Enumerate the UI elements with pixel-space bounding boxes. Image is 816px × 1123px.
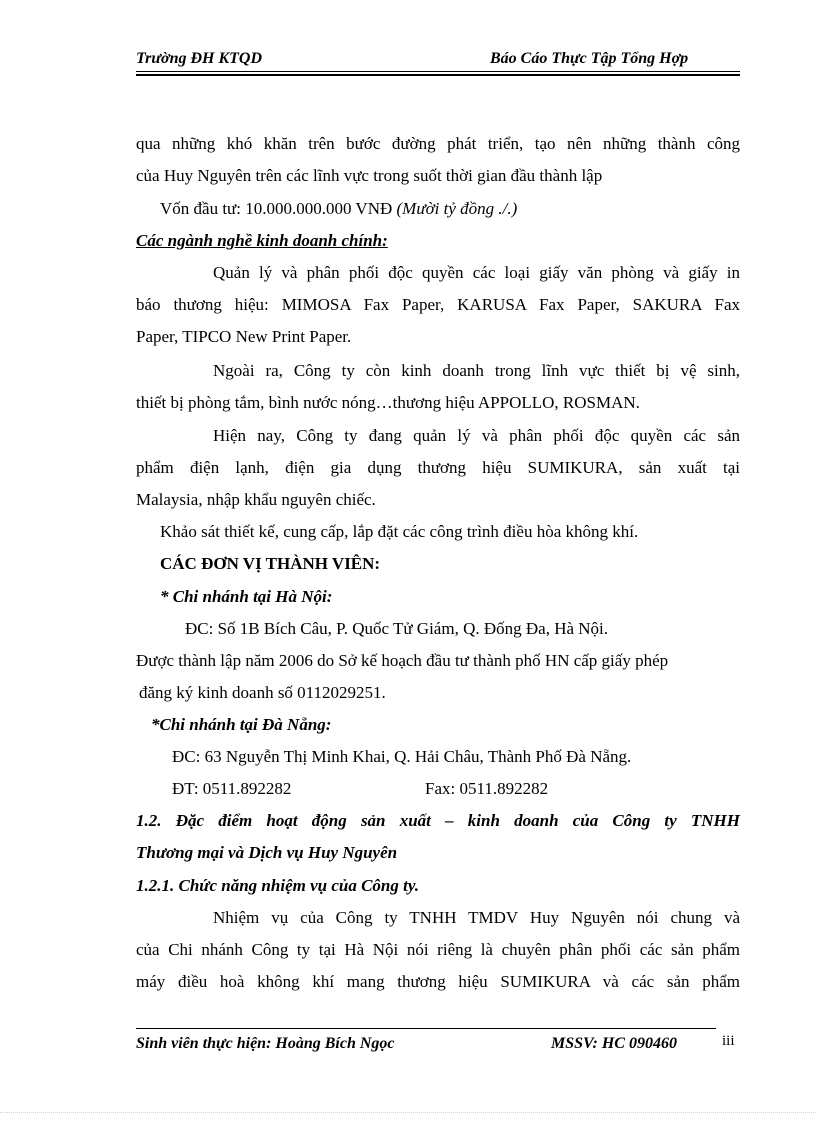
page-boundary-line bbox=[0, 1112, 816, 1113]
paragraph-2-line-3: Paper, TIPCO New Print Paper. bbox=[136, 327, 352, 346]
paragraph-6-line-1: Nhiệm vụ của Công ty TNHH TMDV Huy Nguyên nói chung và bbox=[213, 908, 740, 927]
capital-label: Vốn đầu tư: 10.000.000.000 VNĐ bbox=[160, 199, 393, 218]
branch-danang-fax: Fax: 0511.892282 bbox=[425, 779, 549, 798]
section-business-heading: Các ngành nghề kinh doanh chính: bbox=[136, 231, 388, 250]
footer-rule bbox=[136, 1028, 716, 1029]
paragraph-2-line-2: báo thương hiệu: MIMOSA Fax Paper, KARUSA Fax Paper, SAKURA Fax bbox=[136, 295, 740, 314]
paragraph-6-line-2: của Chi nhánh Công ty tại Hà Nội nói riêng là chuyên phân phối các sản phẩm bbox=[136, 940, 740, 959]
paragraph-5: Khảo sát thiết kế, cung cấp, lắp đặt các công trình điều hòa không khí. bbox=[160, 522, 639, 541]
section-1-2-1-heading: 1.2.1. Chức năng nhiệm vụ của Công ty. bbox=[136, 876, 420, 895]
header-rule-top bbox=[136, 71, 740, 72]
header-report-title: Báo Cáo Thực Tập Tổng Hợp bbox=[490, 50, 689, 67]
branch-danang-phone: ĐT: 0511.892282 bbox=[172, 779, 292, 798]
branch-danang-title: *Chi nhánh tại Đà Nẵng: bbox=[151, 715, 332, 734]
paragraph-4-line-3: Malaysia, nhập khẩu nguyên chiếc. bbox=[136, 490, 376, 509]
branch-hanoi-title: * Chi nhánh tại Hà Nội: bbox=[160, 587, 333, 606]
paragraph-1-line-1: qua những khó khăn trên bước đường phát triển, tạo nên những thành công bbox=[136, 134, 740, 153]
paragraph-2-line-1: Quản lý và phân phối độc quyền các loại giấy văn phòng và giấy in bbox=[213, 263, 740, 282]
branch-hanoi-license-line-1: Được thành lập năm 2006 do Sở kế hoạch đầu tư thành phố HN cấp giấy phép bbox=[136, 651, 669, 670]
capital-line bbox=[160, 199, 517, 219]
branch-hanoi-address: ĐC: Số 1B Bích Câu, P. Quốc Tử Giám, Q. Đống Đa, Hà Nội. bbox=[185, 619, 609, 638]
paragraph-4-line-1: Hiện nay, Công ty đang quản lý và phân phối độc quyền các sản bbox=[213, 426, 740, 445]
members-heading: CÁC ĐƠN VỊ THÀNH VIÊN: bbox=[160, 554, 381, 573]
paragraph-3-line-1: Ngoài ra, Công ty còn kinh doanh trong lĩnh vực thiết bị vệ sinh, bbox=[213, 361, 740, 380]
section-1-2-heading-line-2: Thương mại và Dịch vụ Huy Nguyên bbox=[136, 843, 398, 862]
paragraph-6-line-3: máy điều hoà không khí mang thương hiệu SUMIKURA và các sản phẩm bbox=[136, 972, 740, 991]
header-school: Trường ĐH KTQD bbox=[136, 50, 263, 67]
paragraph-1-line-2: của Huy Nguyên trên các lĩnh vực trong suốt thời gian đầu thành lập bbox=[136, 166, 603, 185]
branch-hanoi-license-line-2: đăng ký kinh doanh số 0112029251. bbox=[139, 683, 386, 702]
paragraph-4-line-2: phẩm điện lạnh, điện gia dụng thương hiệu SUMIKURA, sản xuất tại bbox=[136, 458, 740, 477]
section-1-2-heading-line-1: 1.2. Đặc điểm hoạt động sản xuất – kinh doanh của Công ty TNHH bbox=[136, 811, 740, 830]
paragraph-3-line-2: thiết bị phòng tắm, bình nước nóng…thương hiệu APPOLLO, ROSMAN. bbox=[136, 393, 640, 412]
header-rule-bottom bbox=[136, 74, 740, 76]
footer-student-id: MSSV: HC 090460 bbox=[551, 1035, 677, 1052]
capital-note: (Mười tỷ đồng ./.) bbox=[396, 199, 518, 218]
branch-danang-address: ĐC: 63 Nguyễn Thị Minh Khai, Q. Hải Châu, Thành Phố Đà Nẵng. bbox=[172, 747, 632, 766]
footer-student-name: Sinh viên thực hiện: Hoàng Bích Ngọc bbox=[136, 1035, 395, 1052]
footer-page-number: iii bbox=[722, 1033, 735, 1049]
